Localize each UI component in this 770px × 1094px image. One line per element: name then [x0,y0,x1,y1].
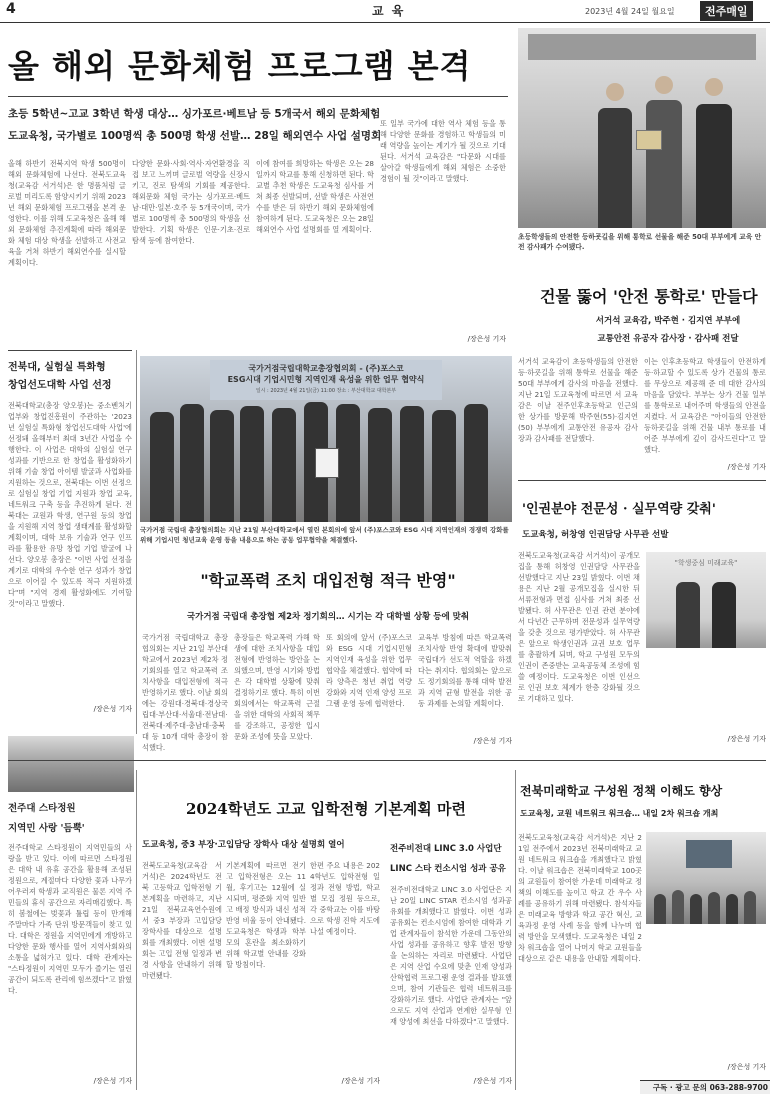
headline-rule [8,96,508,97]
school-violence-col1: 국가거점 국립대학교 총장협의회는 지난 21일 부산대학교에서 2023년 제2차 정기회의를 열고 학교폭력 조치사항을 대입전형에 적극 반영하기로 했다. 이날 회의에는 강원대·경북대·경상국립대·부산대·서울대·전남대·전북대·제주대·충남대·충북대 등 10개 대학 총장이 참석했다. [142,633,228,752]
admissions-col3: 한편 주요 내용은 2024학년도 입학전형 일정과 전형 방법, 학교별 모집 정원 등으로, 각 중학교는 이를 바탕으로 학생 진학 지도에 나설 예정이다. [310,861,380,936]
star-byline: /장은성 기자 [93,1077,132,1085]
future-school-byline: /장은성 기자 [727,1063,766,1071]
startup-byline: /장은성 기자 [93,705,132,713]
attendee-8 [368,408,392,522]
banner-line1: 국가거점국립대학교총장협의회 - (주)포스코 [248,364,404,373]
school-violence-col4: 교육부 방침에 따른 학교폭력 조치사항 반영 확대에 발맞춰 국립대가 선도적 역할을 하겠다는 취지다. 협의회는 앞으로도 정기회의를 통해 대학 발전과 지역 균형 발전을 위한 공동 과제를 논의할 계획이다. [418,633,512,708]
attendee-5 [272,408,296,522]
attendee-10 [432,410,456,522]
startup-body: 전북대학교(총장 양오봉)는 중소벤처기업부와 창업진흥원이 주관하는 '2023년 실험실 특화형 창업선도대학 사업'에 선정돼 올해부터 최대 3년간 사업을 수행한다. 이 사업은 대학의 실험실 연구 성과를 기반으로 한 창업을 활성화하기 위해 기술 창업 아이템 발굴과 사업화를 지원하는 것으로, 전북대는 이번 선정으로 실험실 창업 기업 지원과 창업 교육, 네트워크 구축 등을 추진하게 된다. 전북대는 교원과 학생, 연구원 등의 창업을 지원해 지역 창업 생태계를 활성화할 계획이며, 대학 보유 기술과 연구 인프라를 활용한 유망 창업 기업 발굴에 나선다. 양오봉 총장은 "이번 사업 선정을 계기로 대학의 우수한 연구 성과가 창업으로 이어질 수 있도록 적극 지원하겠다"며 "지역 경제 활성화에도 기여할 것"이라고 말했다. [8,401,132,608]
human-rights-photo [646,552,766,648]
left-rule-1 [8,350,132,351]
masthead-logo: 전주매일 [700,1,753,21]
award-photo [518,28,766,228]
agreement-photo [140,356,512,522]
page-number: 4 [6,1,16,17]
star-body: 전주대학교 스타정원이 지역민들의 사랑을 받고 있다. 이에 따르면 스타정원은 대학 내 유휴 공간을 활용해 조성된 정원으로, 계절마다 다양한 꽃과 나무가 어우러져 학생과 교직원은 물론 지역 주민들의 휴식 공간으로 자리매김했다. 특히 봄철에는 벚꽃과 튤립 등이 만개해 주말마다 가족 단위 방문객들이 찾고 있다. 대학은 정원을 지역민에게 개방하고 다양한 문화 행사를 열어 지역사회와의 소통을 넓혀가고 있다. 대학 관계자는 "스타정원이 지역민 모두가 즐기는 열린 공간이 되도록 관리에 힘쓰겠다"고 밝혔다. [8,843,132,995]
attendee-2 [180,404,204,522]
school-violence-sub: 국가거점 국립대 총장협 제2차 정기회의… 시기는 각 대학별 상황 등에 맞춰 [186,612,470,622]
top-story-sub1: 초등 5학년~고교 3학년 학생 대상… 싱가포르·베트남 등 5개국서 해외 문화체험 [8,108,381,120]
linc-byline: /장은성 기자 [473,1077,512,1085]
admissions-byline: /장은성 기자 [341,1077,380,1085]
startup-headline: 전북대, 실험실 특화형 [8,362,106,373]
workshop-audience-4 [708,892,720,924]
banner-line3: 일시 : 2023년 4월 21일(금) 11:00 장소 : 부산대학교 대학본부 [255,388,397,394]
person-right-head [705,78,723,96]
attendee-9 [400,406,424,522]
human-rights-sub: 도교육청, 허창영 인권담당 사무관 선발 [522,530,669,540]
attendee-1 [150,412,174,522]
bottom-rule [8,760,766,761]
workshop-audience-5 [726,894,738,924]
safety-col1: 서거석 교육감이 초등학생들의 안전한 등·하굣길을 위해 통학로 선물을 해준 50대 부부에게 감사의 마음을 전했다. 지난 21일 도교육청에 따르면 서 교육감은 이날 전주인후초등학교 인근의 한 상가를 방문해 박주현(55)·김지연(50) 부부에게 교통안전 유공자 감사장과 감사패를 전달했다. [518,357,638,443]
linc-sub: LINC 스타 컨소시엄 성과 공유 [390,864,506,874]
top-story-col3: 이에 참여를 희망하는 학생은 오는 28일까지 학교를 통해 신청하면 된다. 학교별 추천 학생은 도교육청 심사를 거쳐 최종 선발되며, 선발 학생은 사전연수를 받은 뒤 하반기 해외 문화체험에 참여하게 된다. 도교육청은 오는 28일 해외연수 사업 설명회를 열 계획이다. [256,159,374,234]
future-school-body: 전북도교육청(교육감 서거석)은 지난 21일 전주에서 2023년 전북미래학교 교원 네트워크 워크숍을 개최했다고 밝혔다. 이날 워크숍은 전북미래학교 100곳의 교원들이 참여한 가운데 미래학교 정책의 이해도를 높이고 학교 간 우수 사례를 공유하기 위해 마련됐다. 참석자들은 미래교육 방향과 학교 공간 혁신, 교육과정 운영 사례 등을 함께 나누며 협력 방안을 모색했다. 도교육청은 내일 2차 워크숍을 열어 나머지 학교 교원들을 대상으로 같은 내용을 안내할 계획이다. [518,833,642,963]
future-school-headline: 전북미래학교 구성원 정책 이해도 향상 [520,784,723,798]
workshop-photo [646,832,766,924]
top-story-col4: 또 일부 국가에 대한 역사 체험 등을 통해 다양한 문화를 경험하고 학생들의 미래 역량을 높이는 계기가 될 것으로 기대된다. 서거석 교육감은 "다문화 시대를 살아갈 학생들에게 해외 체험은 소중한 경험이 될 것"이라고 말했다. [380,119,506,183]
linc-body: 전주비전대학교 LINC 3.0 사업단은 지난 20일 LINC STAR 컨소시엄 성과공유회를 개최했다고 밝혔다. 이번 성과공유회는 컨소시엄에 참여한 대학과 기업 관계자들이 참석한 가운데 그동안의 사업 성과를 공유하고 향후 발전 방향을 논의하는 자리로 마련됐다. 사업단은 지역 산업 수요에 맞춘 인재 양성과 산학협력 프로그램 운영 결과를 발표했으며, 참여 기관들은 협력 네트워크를 강화하기로 했다. 사업단 관계자는 "앞으로도 지역 산업과 연계한 실무형 인재 양성에 최선을 다하겠다"고 말했다. [390,885,512,1026]
agreement-document [315,448,339,478]
bottom-divider-1 [136,770,137,1090]
agreement-banner [210,360,442,400]
human-rights-body: 전북도교육청(교육감 서거석)이 공개모집을 통해 허창영 인권담당 사무관을 선발했다고 지난 23일 밝혔다. 이번 채용은 지난 2월 공개모집을 실시한 뒤 서류전형과 면접 심사를 거쳐 최종 선발됐다. 허 사무관은 인권 관련 분야에서 다년간 근무하며 전문성과 실무역량을 갖춘 것으로 평가받았다. 허 사무관은 앞으로 학생인권과 교권 보호 업무를 총괄하게 되며, 학교 구성원 모두의 인권이 존중받는 교육공동체 조성에 힘쓸 예정이다. 도교육청은 이번 인선으로 인권 보호 체계가 한층 강화될 것으로 기대하고 있다. [518,551,640,703]
garden-photo [8,736,134,792]
top-story-byline: /장은성 기자 [467,335,506,343]
admissions-col1: 전북도교육청(교육감 서거석)은 2024학년도 전북 고등학교 입학전형 기본계획을 마련하고, 지난 21일 전북교육연수원에서 중3 부장과 고입담당 장학사를 대상으로 설명회를 개최했다. 이번 설명회는 고입 전형 일정과 변경 사항을 안내하기 위해 마련됐다. [142,861,222,980]
safety-sub1: 서거석 교육감, 박주현 · 김지연 부부에 [595,316,741,326]
admissions-sub: 도교육청, 중3 부장·고입담당 장학사 대상 설명회 열어 [142,840,345,850]
award-photo-caption: 초등학생들의 안전한 등하굣길을 위해 통학로 선물을 해준 50대 부부에게 교육 안전 감사패가 수여됐다. [518,233,762,251]
plaque [636,130,662,150]
workshop-audience-3 [690,894,702,924]
star-sub: 지역민 사랑 '듬뿍' [8,823,85,834]
issue-date: 2023년 4월 24일 월요일 [585,7,675,16]
human-rights-headline: '인권분야 전문성 · 실무역량 갖춰' [522,502,716,517]
person-right [696,104,732,228]
startup-sub: 창업선도대학 사업 선정 [8,380,112,391]
subscription-footer: 구독 · 광고 문의 063-288-9700 [640,1080,770,1094]
top-story-col1: 올해 하반기 전북지역 학생 500명이 해외 문화체험에 나선다. 전북도교육청(교육감 서거석)은 한 명품처럼 글로벌 미리도록 함양시키기 위해 2023년 해외 문화체험 프로그램을 본격 운영한다. 이를 위해 도교육청은 올해 해외 문화체험 추진계획에 따라 해외문화 체험 대상 학생을 선발하고 사전교육을 거쳐 하반기 해외연수를 실시할 계획이다. [8,159,126,267]
banner-line2: ESG시대 기업시민형 지역인재 육성을 위한 업무 협약식 [227,375,425,384]
signboard [528,34,756,60]
safety-sub2: 교통안전 유공자 감사장 · 감사패 전달 [597,334,739,344]
attendee-4 [240,406,264,522]
bottom-divider-2 [515,770,516,1090]
right-rule-1 [518,480,766,481]
agreement-caption: 국가거점 국립대 총장협의회는 지난 21일 부산대학교에서 열린 본회의에 앞서 (주)포스코와 ESG 시대 지역인재의 경쟁력 강화를 위해 기업시민 청년교육 운영 등을 내용으로 하는 공동 업무협약을 체결했다. [140,526,509,544]
person-left-head [606,83,624,101]
school-violence-byline: /장은성 기자 [473,737,512,745]
top-story-col2: 다양한 문화·사회·역사·자연환경을 직접 보고 느끼며 글로벌 역량을 신장시키고, 진로 탐색의 기회를 제공한다. 해외문화 체험 국가는 싱가포르·베트남·대만·일본·호주 등 5개국이며, 국가별로 100명씩 총 500명의 학생을 선발한다. 기획 학생은 인문·기초·진로 탐색 등에 참여한다. [132,159,250,245]
star-headline: 전주대 스타정원 [8,803,76,814]
left-divider [136,350,137,734]
human-rights-photo-text: "학생중심 미래교육" [674,559,738,567]
official-right [712,582,736,648]
top-story-sub2: 도교육청, 국가별로 100명씩 총 500명 학생 선발… 28일 해외연수 사업 설명회 [8,130,382,142]
workshop-audience-2 [672,890,684,924]
future-school-sub: 도교육청, 교원 네트워크 워크숍… 내일 2차 워크숍 개최 [520,809,719,818]
safety-headline: 건물 뚫어 '안전 통학로' 만들다 [540,287,758,306]
admissions-headline: 2024학년도 고교 입학전형 기본계획 마련 [186,800,466,818]
attendee-3 [210,410,234,522]
person-center [646,100,682,228]
school-violence-col3: 또 회의에 앞서 (주)포스코와 ESG 시대 기업시민형 지역인재 육성을 위한 업무협약을 체결했다. 협약에 따라 양측은 청년 취업 역량 강화와 지역 인재 양성 프로그램 운영 등에 협력한다. [326,633,412,708]
admissions-col2: 기본계획에 따르면 전기고 입학전형은 오는 11월, 후기고는 12월에 실시되며, 평준화 지역 일반고 배정 방식과 내신 성적 반영 비율 등이 안내됐다. 도교육청은 학생과 학부모의 혼란을 최소화하기 위해 학교별 안내를 강화할 방침이다. [226,861,306,969]
school-violence-col2: 총장들은 학교폭력 가해 학생에 대한 조치사항을 대입전형에 반영하는 방안을 논의했으며, 반영 시기와 방법은 각 대학별 상황에 맞춰 결정하기로 했다. 특히 이번 회의에서는 학교폭력 근절을 위한 대학의 사회적 책무를 강조하고, 공정한 입시 문화 조성에 뜻을 모았다. [234,633,320,741]
safety-byline: /장은성 기자 [727,463,766,471]
official-left [676,582,700,648]
attendee-11 [464,404,488,522]
school-violence-headline: "학교폭력 조치 대입전형 적극 반영" [200,571,456,590]
top-story-headline: 올 해외 문화체험 프로그램 본격 [8,47,472,85]
linc-headline: 전주비전대 LINC 3.0 사업단 [390,844,502,854]
attendee-7 [336,404,360,522]
section-title: 교 육 [372,4,406,18]
person-center-head [655,76,673,94]
workshop-audience-6 [744,891,756,924]
page-header [0,0,770,23]
safety-col2: 이는 인후초등학교 학생들이 안전하게 등·하교할 수 있도록 상가 건물의 통로를 무상으로 제공해 준 데 대한 감사의 마음을 담았다. 부부는 상가 건물 일부를 통학로로 내어주며 학생들의 안전을 지켰다. 서 교육감은 "아이들의 안전한 등하굣길을 위해 건물 내부 통로를 내어준 부부에게 깊이 감사드린다"고 말했다. [644,357,766,454]
workshop-audience-1 [654,894,666,924]
workshop-screen [686,840,732,868]
person-left [598,108,632,228]
human-rights-byline: /장은성 기자 [727,735,766,743]
